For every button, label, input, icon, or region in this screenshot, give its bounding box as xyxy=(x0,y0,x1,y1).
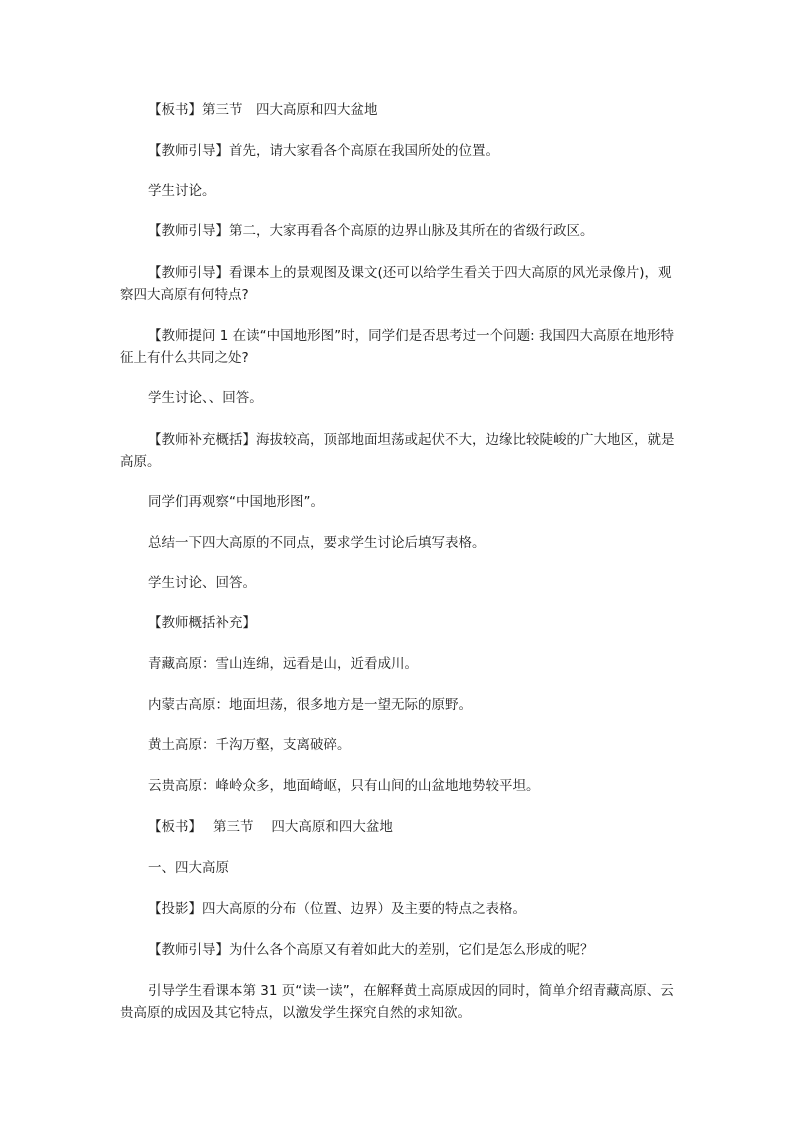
paragraph-teacher-guide-2: 【教师引导】第二，大家再看各个高原的边界山脉及其所在的省级行政区。 xyxy=(148,223,594,239)
paragraph-yunnan-guizhou: 云贵高原：峰岭众多，地面崎岖，只有山间的山盆地地势较平坦。 xyxy=(148,778,540,794)
paragraph-teacher-guide-3: 【教师引导】看课本上的景观图及课文(还可以给学生看关于四大高原的风光录像片)，观察四大高原有何特点? xyxy=(120,265,672,303)
paragraph-teacher-summary-2: 【教师概括补充】 xyxy=(148,615,256,631)
paragraph-student-discuss-1: 学生讨论。 xyxy=(148,183,216,199)
paragraph-board-heading-2: 【板书】 第三节 四大高原和四大盆地 xyxy=(148,819,393,835)
paragraph-student-discuss-2: 学生讨论、、回答。 xyxy=(148,390,263,406)
paragraph-student-discuss-3: 学生讨论、回答。 xyxy=(148,575,256,591)
paragraph-loess: 黄土高原：千沟万壑，支离破碎。 xyxy=(148,737,351,753)
paragraph-section-one: 一、四大高原 xyxy=(148,860,229,876)
paragraph-teacher-guide-1: 【教师引导】首先，请大家看各个高原在我国所处的位置。 xyxy=(148,143,499,159)
paragraph-summarize-differences: 总结一下四大高原的不同点，要求学生讨论后填写表格。 xyxy=(148,535,486,551)
paragraph-observe-map: 同学们再观察“中国地形图”。 xyxy=(148,494,324,510)
paragraph-teacher-guide-4: 【教师引导】为什么各个高原又有着如此大的差别，它们是怎么形成的呢？ xyxy=(148,942,594,958)
paragraph-teacher-question-1: 【教师提问 1 在读“中国地形图”时，同学们是否思考过一个问题: 我国四大高原在地形特征上有什么共同之处? xyxy=(120,328,674,366)
paragraph-board-heading-1: 【板书】第三节 四大高原和四大盆地 xyxy=(148,102,378,118)
paragraph-guide-students: 引导学生看课本第 31 页“读一读”，在解释黄土高原成因的同时，简单介绍青藏高原、云贵高原的成因及其它特点，以激发学生探究自然的求知欲。 xyxy=(120,983,674,1021)
paragraph-teacher-summary-1: 【教师补充概括】海拔较高，顶部地面坦荡或起伏不大，边缘比较陡峻的广大地区，就是高原。 xyxy=(120,432,675,470)
paragraph-inner-mongolia: 内蒙古高原：地面坦荡，很多地方是一望无际的原野。 xyxy=(148,697,472,713)
paragraph-qinghai-tibet: 青藏高原：雪山连绵，远看是山，近看成川。 xyxy=(148,656,418,672)
paragraph-projection: 【投影】四大高原的分布（位置、边界）及主要的特点之表格。 xyxy=(148,901,526,917)
